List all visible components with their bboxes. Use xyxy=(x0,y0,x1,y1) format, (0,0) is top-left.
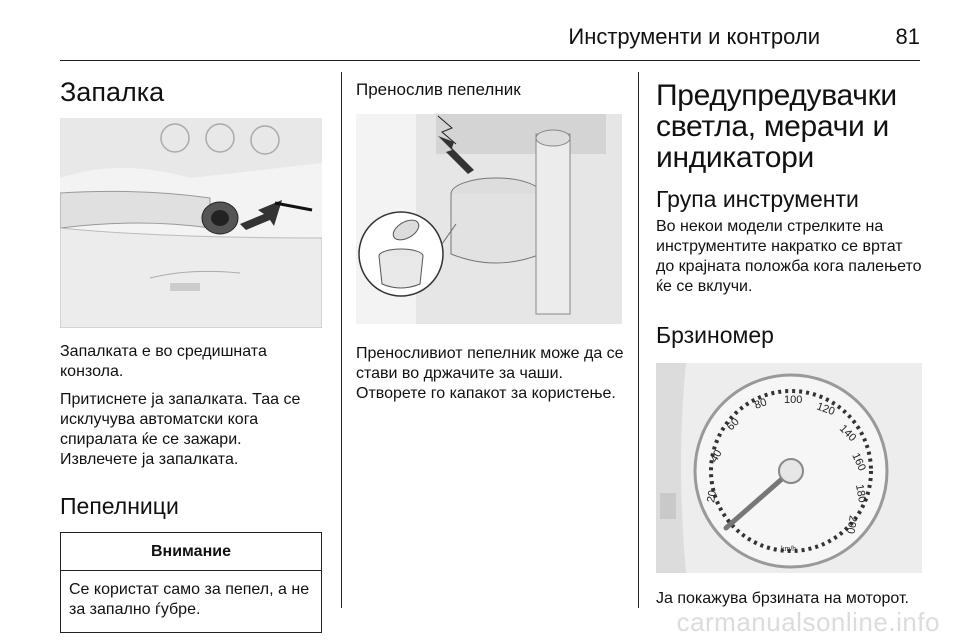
lighter-usage-text: Притиснете ја запалката. Таа се исклучува автоматски кога спиралата ќе се зажари. Извлечете ја запалката. xyxy=(60,391,301,468)
watermark: carmanualsonline.info xyxy=(676,607,940,637)
ashtrays-heading: Пепелници xyxy=(60,493,179,519)
instrument-cluster-heading: Група инструменти xyxy=(656,186,859,212)
gauge-tick-200: 200 xyxy=(843,514,859,535)
warning-lights-heading: Предупредувачки светла, мерачи и индикатори xyxy=(656,79,897,174)
column-divider-2 xyxy=(638,72,639,608)
header-title: Инструменти и контроли xyxy=(568,24,820,49)
header-rule xyxy=(60,60,920,61)
page-header xyxy=(60,14,920,58)
gauge-tick-160: 160 xyxy=(849,451,868,473)
lighter-location-text: Запалката е во средишната конзола. xyxy=(60,343,267,380)
speedometer-illustration xyxy=(656,363,922,573)
portable-ashtray-heading: Пренослив пепелник xyxy=(356,80,521,99)
gauge-tick-140: 140 xyxy=(836,422,859,445)
gauge-tick-40: 40 xyxy=(708,447,725,465)
page-number: 81 xyxy=(895,24,920,49)
gauge-tick-180: 180 xyxy=(853,483,869,504)
portable-ashtray-illustration xyxy=(356,114,622,324)
warning-text: Се користат само за пепел, а не за запално ѓубре. xyxy=(69,581,310,618)
column-divider-1 xyxy=(341,72,342,608)
gauge-unit: km/h xyxy=(781,546,797,553)
portable-ashtray-text: Преносливиот пепелник може да се стави во држачите за чаши. Отворете го капакот за користење. xyxy=(356,345,624,402)
gauge-tick-20: 20 xyxy=(705,489,720,504)
lighter-heading: Запалка xyxy=(60,77,165,107)
warning-title: Внимание xyxy=(61,533,321,571)
column-portable-ashtray xyxy=(356,70,624,404)
gauge-tick-120: 120 xyxy=(814,400,837,419)
warning-box xyxy=(60,532,322,633)
gauge-tick-60: 60 xyxy=(724,415,742,434)
speedometer-heading: Брзиномер xyxy=(656,322,774,348)
column-lighter xyxy=(60,70,322,633)
gauge-tick-100: 100 xyxy=(784,394,803,406)
column-warning-lights xyxy=(656,70,924,609)
speedometer-text: Ја покажува брзината на моторот. xyxy=(656,590,909,607)
instrument-cluster-text: Во некои модели стрелките на инструментите накратко се вртат до крајната положба кога палењето ќе се вклучи. xyxy=(656,218,922,295)
gauge-tick-80: 80 xyxy=(752,396,769,412)
lighter-illustration xyxy=(60,118,322,328)
